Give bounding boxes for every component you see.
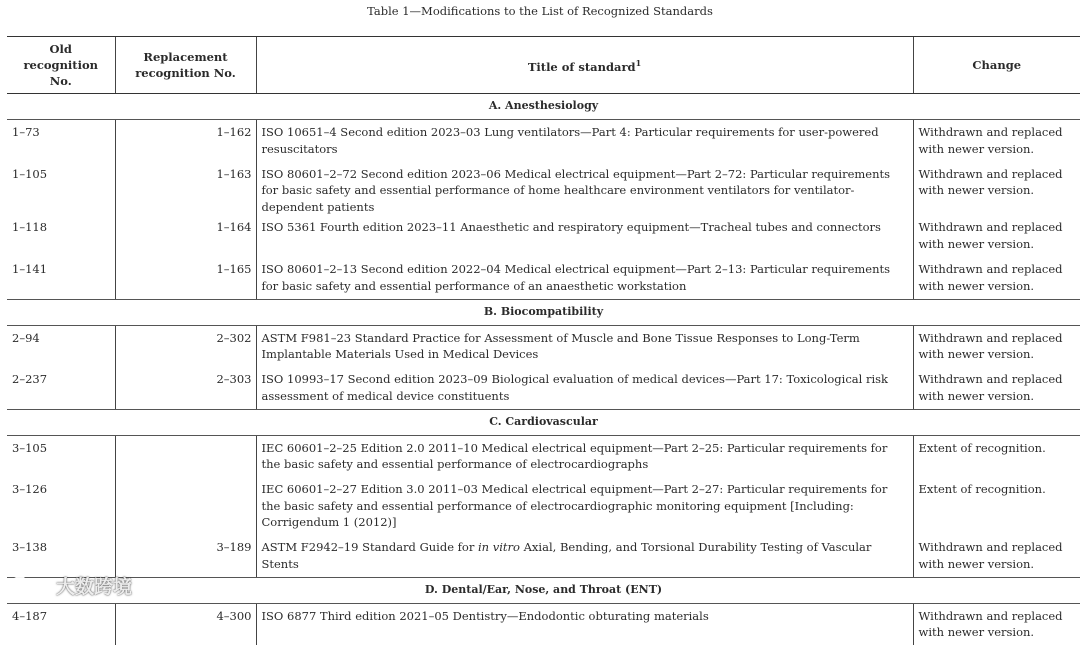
header-old-recognition: Old recognition No. [7, 37, 115, 94]
title-cell: IEC 60601–2–25 Edition 2.0 2011–10 Medical electrical equipment—Part 2–25: Particular requirements for the basic safety and essential performance of electrocardiographs [256, 435, 913, 477]
replacement-recognition-cell: 4–300 [115, 603, 256, 645]
title-cell: ISO 10993–17 Second edition 2023–09 Biological evaluation of medical devices—Part 17: Toxicological risk assessment of medical device constituents [256, 367, 913, 409]
table-caption: Table 1—Modifications to the List of Recognized Standards [367, 4, 713, 18]
change-cell: Withdrawn and replaced with newer version. [913, 257, 1080, 299]
header-change: Change [913, 37, 1080, 94]
header-title-text: Title of standard [527, 59, 636, 74]
section-heading-biocompatibility: B. Biocompatibility [7, 299, 1080, 325]
standards-table [7, 36, 1080, 645]
old-recognition-cell: 3–126 [12, 482, 48, 496]
section-heading-dental-ent: D. Dental/Ear, Nose, and Throat (ENT) [7, 577, 1080, 603]
section-row [7, 409, 1080, 435]
replacement-recognition-cell [115, 435, 256, 477]
header-replacement-recognition: Replacement recognition No. [115, 37, 256, 94]
section-row [7, 299, 1080, 325]
header-row [7, 37, 1080, 94]
section-row [7, 577, 1080, 603]
change-cell: Withdrawn and replaced with newer version. [913, 367, 1080, 409]
header-title-footnote: 1 [635, 58, 642, 69]
title-cell: ISO 6877 Third edition 2021–05 Dentistry—Endodontic obturating materials [256, 603, 913, 645]
old-recognition-cell: 3–105 [12, 440, 48, 455]
table-row [7, 215, 1080, 257]
table-row [7, 162, 1080, 216]
title-cell: ISO 5361 Fourth edition 2023–11 Anaesthetic and respiratory equipment—Tracheal tubes and connectors [256, 215, 913, 257]
table-row [7, 325, 1080, 367]
title-cell: ISO 80601–2–72 Second edition 2023–06 Medical electrical equipment—Part 2–72: Particular requirements for basic safety and essential performance of home healthcare environment ventilators for ventilator-dependent patients [256, 162, 913, 216]
title-text: Axial, Bending, and Torsional Durability Testing of Vascular Stents [261, 540, 872, 571]
title-cell: ASTM F981–23 Standard Practice for Assessment of Muscle and Bone Tissue Responses to Long-Term Implantable Materials Used in Medical Devices [256, 325, 913, 367]
replacement-recognition-cell [115, 477, 256, 535]
section-row [7, 94, 1080, 120]
change-cell: Extent of recognition. [913, 477, 1080, 535]
watermark [8, 572, 132, 599]
table-row [7, 477, 1080, 535]
change-cell: Extent of recognition. [913, 435, 1080, 477]
old-recognition-cell: 3–138 [7, 535, 115, 577]
table-row [7, 435, 1080, 477]
title-italic-text: in vitro [478, 540, 520, 554]
title-cell [256, 535, 913, 577]
replacement-recognition-cell: 1–164 [115, 215, 256, 257]
table-row [7, 367, 1080, 409]
standards-table-wrapper [7, 36, 1080, 645]
title-cell: ISO 80601–2–13 Second edition 2022–04 Medical electrical equipment—Part 2–13: Particular requirements for basic safety and essential performance of an anaesthetic workstation [256, 257, 913, 299]
change-cell: Withdrawn and replaced with newer version. [913, 120, 1080, 162]
watermark-logo-icon [8, 573, 50, 599]
title-cell: ISO 10651–4 Second edition 2023–03 Lung ventilators—Part 4: Particular requirements for user-powered resuscitators [256, 120, 913, 162]
replacement-recognition-cell: 2–303 [115, 367, 256, 409]
replacement-recognition-cell: 1–165 [115, 257, 256, 299]
table-row [7, 603, 1080, 645]
section-heading-anesthesiology: A. Anesthesiology [7, 94, 1080, 120]
header-title-of-standard [256, 37, 913, 94]
old-recognition-cell: 1–73 [12, 125, 40, 139]
change-cell: Withdrawn and replaced with newer version. [913, 325, 1080, 367]
old-recognition-cell: 4–187 [12, 608, 48, 623]
section-heading-cardiovascular: C. Cardiovascular [7, 409, 1080, 435]
change-cell: Withdrawn and replaced with newer version. [913, 162, 1080, 216]
old-recognition-cell: 2–94 [12, 330, 40, 345]
change-cell: Withdrawn and replaced with newer version. [913, 215, 1080, 257]
watermark-text: 大数跨境 [56, 576, 133, 598]
replacement-recognition-cell: 1–163 [115, 162, 256, 216]
change-cell: Withdrawn and replaced with newer version. [913, 535, 1080, 577]
title-cell: IEC 60601–2–27 Edition 3.0 2011–03 Medical electrical equipment—Part 2–27: Particular requirements for the basic safety and essential performance of electrocardiographic monitoring equipment [Including: Corrigendum 1 (2012)] [256, 477, 913, 535]
table-row [7, 535, 1080, 577]
old-recognition-cell: 1–105 [12, 166, 48, 181]
table-row [7, 120, 1080, 162]
old-recognition-cell: 2–237 [7, 367, 115, 409]
old-recognition-cell: 1–141 [7, 257, 115, 299]
replacement-recognition-cell: 1–162 [115, 120, 256, 162]
table-row [7, 257, 1080, 299]
replacement-recognition-cell: 2–302 [115, 325, 256, 367]
replacement-recognition-cell: 3–189 [115, 535, 256, 577]
old-recognition-cell: 1–118 [12, 220, 48, 234]
title-text: ASTM F2942–19 Standard Guide for [261, 540, 478, 554]
change-cell: Withdrawn and replaced with newer version. [913, 603, 1080, 645]
